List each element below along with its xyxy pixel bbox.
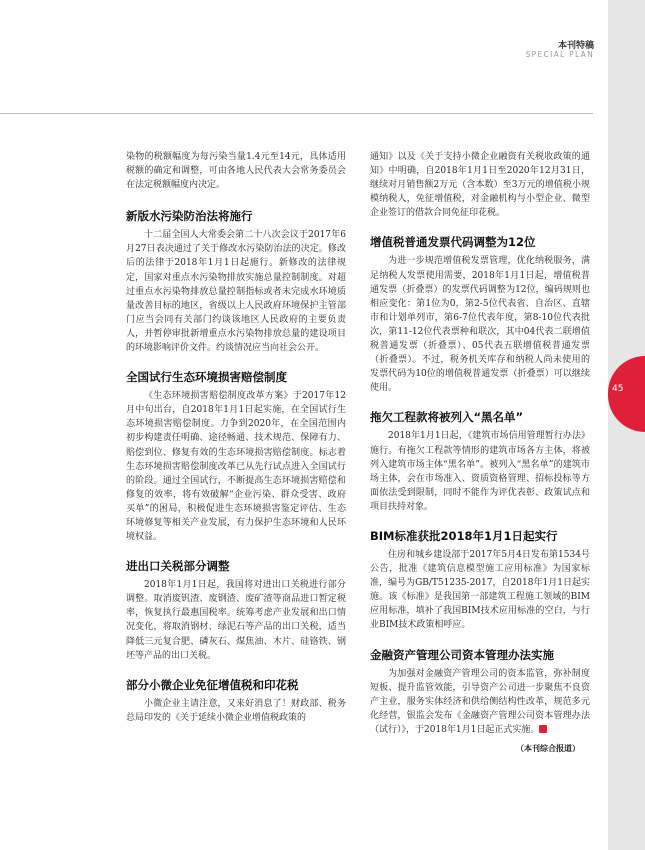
section-heading: 新版水污染防治法将施行 (126, 209, 253, 224)
right-column (370, 150, 590, 754)
section-heading: BIM标准获批2018年1月1日起实行 (370, 528, 558, 543)
source-credit: （本刊综合报道） (516, 744, 580, 753)
section-heading: 增值税普通发票代码调整为12位 (370, 235, 536, 250)
section-body: 2018年1月1日起，我国将对进出口关税进行部分调整。取消废钒渣、废钢渣、废矿渣等商品进口暂定税率，恢复执行最惠国税率。统筹考虑产业发展和出口情况变化，将取消钢材、绿泥石等产品的出口关税，适当降低三元复合肥、磷灰石、煤焦油、木片、硅铬铁、钢坯等产品的出口关税。 (126, 580, 346, 661)
header-rule (0, 113, 593, 114)
section-body: 住房和城乡建设部于2017年5月4日发布第1534号公告，批准《建筑信息模型施工应用标准》为国家标准，编号为GB/T51235-2017，自2018年1月1日起实施。该《标准》是我国第一部建筑工程施工领域的BIM应用标准，填补了我国BIM技术应用标准的空白，与行业BIM技术政策相呼应。 (370, 549, 590, 631)
section-subtitle: SPECIAL PLAN (525, 50, 594, 59)
continued-paragraph: 染物的税额幅度为每污染当量1.4元至14元，具体适用税额的确定和调整，可由各地人民代表大会常务委员会在法定税额幅度内决定。 (126, 152, 346, 191)
section-body (370, 667, 590, 737)
section-body: 2018年1月1日起，《建筑市场信用管理暂行办法》施行。有拖欠工程款等情形的建筑市场各方主体，将被列入建筑市场主体“黑名单”。被列入“黑名单”的建筑市场主体，会在市场准入、资质资格管理、招标投标等方面依法受到限制，同时不能作为评优表彰、政策试点和项目扶持对象。 (370, 431, 590, 512)
section-body: 十二届全国人大常委会第二十八次会议于2017年6月27日表决通过了关于修改水污染防治法的决定。修改后的法律于2018年1月1日起施行。新修改的法律规定，国家对重点水污染物排放实施总量控制制度。对超过重点水污染物排放总量控制指标或者未完成水环境质量改善目标的地区，省级以上人民政府环境保护主管部门应当会同有关部门约谈该地区人民政府的主要负责人，并暂停审批新增重点水污染物排放总量的建设项目的环境影响评价文件。约谈情况应当向社会公开。 (126, 230, 346, 354)
section-heading: 金融资产管理公司资本管理办法实施 (370, 647, 554, 662)
end-mark-icon: 回 (539, 725, 547, 733)
left-column (126, 150, 346, 725)
section-heading: 部分小微企业免征增值税和印花税 (126, 677, 299, 692)
section-heading: 拖欠工程款将被列入“黑名单” (370, 410, 524, 425)
section-heading: 进出口关税部分调整 (126, 559, 230, 574)
section-body-text: 为加强对金融资产管理公司的资本监管，弥补制度短板、提升监管效能，引导资产公司进一步聚焦不良资产主业，服务实体经济和供给侧结构性改革，规范多元化经营，银监会发布《金融资产管理公司资本管理办法（试行）》，于2018年1月1日起正式实施。 (370, 668, 590, 735)
section-body: 《生态环境损害赔偿制度改革方案》于2017年12月中旬出台，自2018年1月1日起实施，在全国试行生态环境损害赔偿制度。力争到2020年，在全国范围内初步构建责任明确、途径畅通、技术规范、保障有力、赔偿到位、修复有效的生态环境损害赔偿制度。标志着生态环境损害赔偿制度改革已从先行试点进入全国试行的阶段。通过全国试行，不断提高生态环境损害赔偿和修复的效率，将有效破解“企业污染、群众受害、政府买单”的困局，积极促进生态环境损害鉴定评估、生态环境修复等相关产业发展，有力保护生态环境和人民环境权益。 (126, 391, 346, 543)
section-body: 为进一步规范增值税发票管理，优化纳税服务，满足纳税人发票使用需要，2018年1月1日起，增值税普通发票（折叠票）的发票代码调整为12位，编码规则也相应变化：第1位为0，第2-5位代表省、自治区、直辖市和计划单列市，第6-7位代表年度，第8-10位代表批次，第11-12位代表票种和联次，其中04代表二联增值税普通发票（折叠票）、05代表五联增值税普通发票（折叠票）。不过，税务机关库存和纳税人尚未使用的发票代码为10位的增值税普通发票（折叠票）可以继续使用。 (370, 256, 590, 394)
section-title: 本刊特稿 (557, 41, 594, 51)
page-number: 45 (612, 384, 624, 394)
section-body: 小微企业主请注意，又来好消息了！财政部、税务总局印发的《关于延续小微企业增值税政策的 (126, 698, 346, 723)
continued-paragraph: 通知》以及《关于支持小微企业融资有关税收政策的通知》中明确，自2018年1月1日至2020年12月31日，继续对月销售额2万元（含本数）至3万元的增值税小规模纳税人，免征增值税，对金融机构与小型企业、微型企业签订的借款合同免征印花税。 (370, 152, 590, 219)
section-heading: 全国试行生态环境损害赔偿制度 (126, 370, 287, 385)
